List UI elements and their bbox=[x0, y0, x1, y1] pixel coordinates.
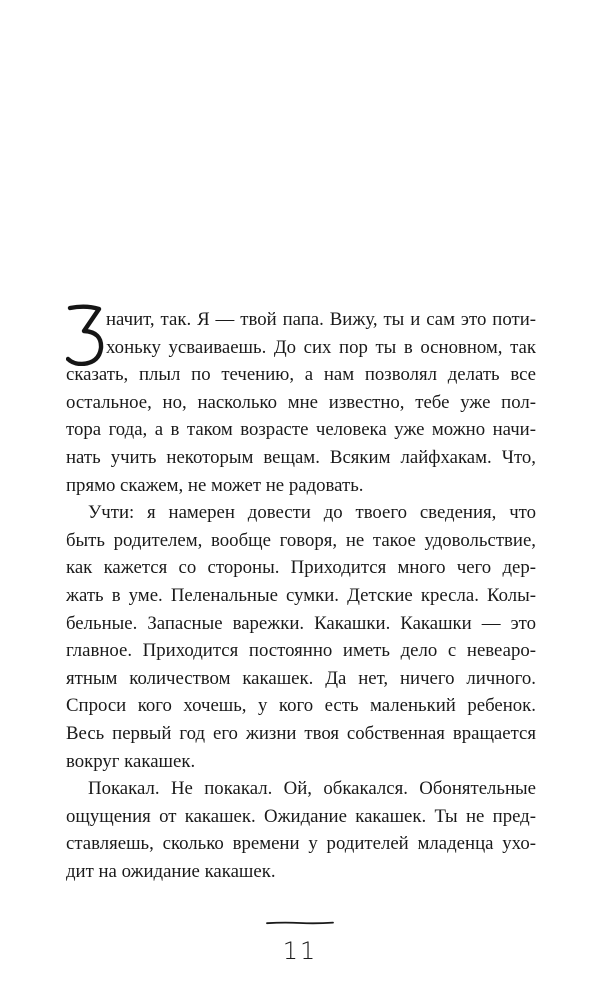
text-line: жать в уме. Пеленальные сумки. Детские кресла. Колы- bbox=[66, 584, 536, 606]
text-line: быть родителем, вообще говоря, не такое удовольствие, bbox=[66, 529, 536, 551]
text-line: главное. Приходится постоянно иметь дело с невеаро- bbox=[66, 640, 536, 662]
text-line: Учти: я намерен довести до твоего сведения, что bbox=[88, 502, 536, 524]
body-text bbox=[66, 306, 536, 885]
text-line: Весь первый год его жизни твоя собственная вращается bbox=[66, 722, 536, 744]
text-line: ощущения от какашек. Ожидание какашек. Ты не пред- bbox=[66, 805, 536, 827]
text-line: бельные. Запасные варежки. Какашки. Какашки — это bbox=[66, 612, 536, 634]
text-line: дит на ожидание какашек. bbox=[66, 860, 276, 882]
page-number: 11 bbox=[282, 937, 318, 965]
text-line: хоньку усваиваешь. До сих пор ты в основном, так bbox=[106, 336, 536, 358]
text-line: вокруг какашек. bbox=[66, 750, 196, 772]
text-line: ятным количеством какашек. Да нет, ничего личного. bbox=[66, 667, 536, 689]
page-folio bbox=[260, 912, 340, 972]
text-line: Покакал. Не покакал. Ой, обкакался. Обонятельные bbox=[88, 778, 536, 800]
text-line: прямо скажем, не может не радовать. bbox=[66, 474, 364, 496]
text-line: ставляешь, сколько времени у родителей младенца ухо- bbox=[66, 833, 536, 855]
text-line: Спроси кого хочешь, у кого есть маленький ребенок. bbox=[66, 695, 536, 717]
folio-rule bbox=[266, 920, 334, 926]
text-line: нать учить некоторым вещам. Всяким лайфхакам. Что, bbox=[66, 446, 536, 468]
text-line: начит, так. Я — твой папа. Вижу, ты и сам это поти- bbox=[106, 309, 536, 330]
text-line: как кажется со стороны. Приходится много чего дер- bbox=[66, 557, 536, 579]
text-line: сказать, плыл по течению, а нам позволял делать все bbox=[66, 364, 536, 386]
text-line: тора года, а в таком возрасте человека уже можно начи- bbox=[66, 419, 536, 441]
text-line: остальное, но, насколько мне известно, тебе уже пол- bbox=[66, 391, 536, 413]
